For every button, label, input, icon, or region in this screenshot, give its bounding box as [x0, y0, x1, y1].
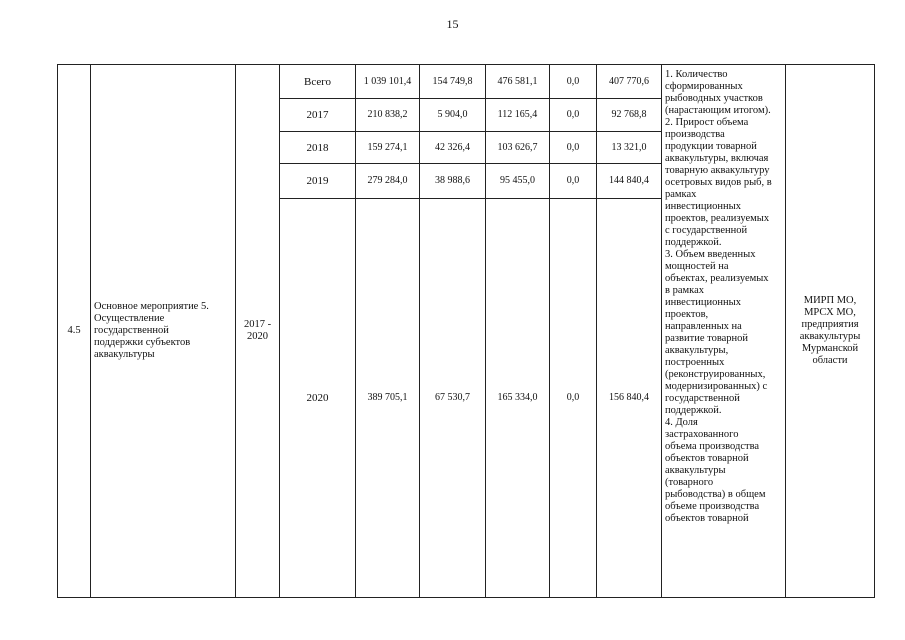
indicator-line: (реконструированных,	[665, 369, 766, 380]
value-cell: 38 988,6	[420, 164, 486, 199]
indicator-line: поддержкой.	[665, 405, 722, 416]
value-cell: 0,0	[550, 164, 597, 199]
year-cell: 2017	[280, 99, 356, 132]
row-number: 4.5	[58, 65, 91, 598]
executor-line: Мурманской	[801, 343, 859, 354]
value-cell: 95 455,0	[486, 164, 550, 199]
executor-line: МРСХ МО,	[804, 307, 856, 318]
executor-line: МИРП МО,	[803, 295, 857, 306]
indicator-line: 3. Объем введенных	[665, 249, 756, 260]
indicator-line: объема производства	[665, 441, 760, 452]
event-name-line: Основное мероприятие 5.	[94, 301, 209, 312]
indicator-line: осетровых видов рыб, в	[665, 177, 772, 188]
indicator-line: (товарного	[665, 477, 714, 488]
indicator-line: аквакультуры,	[665, 345, 729, 356]
year-cell: 2018	[280, 132, 356, 164]
event-name-line: государственной	[94, 325, 169, 336]
indicator-line: производства	[665, 129, 725, 140]
indicator-line: застрахованного	[665, 429, 739, 440]
table-row	[58, 65, 875, 99]
indicator-line: объектов товарной	[665, 513, 749, 524]
indicator-line: проектов, реализуемых	[665, 213, 770, 224]
indicator-line: государственной	[665, 393, 740, 404]
value-cell: 476 581,1	[486, 65, 550, 99]
implementation-period	[236, 65, 280, 598]
indicator-line: поддержкой.	[665, 237, 722, 248]
value-cell: 0,0	[550, 132, 597, 164]
period-line: 2020	[247, 331, 268, 342]
value-cell: 0,0	[550, 99, 597, 132]
year-cell: 2020	[280, 199, 356, 598]
value-cell: 389 705,1	[356, 199, 420, 598]
indicator-line: инвестиционных	[665, 201, 741, 212]
indicator-line: мощностей на	[665, 261, 729, 272]
program-table	[57, 64, 875, 598]
indicator-line: в рамках	[665, 285, 704, 296]
event-name-line: Осуществление	[94, 313, 165, 324]
indicator-line: товарную аквакультуру	[665, 165, 770, 176]
value-cell: 13 321,0	[597, 132, 662, 164]
indicator-line: направленных на	[665, 321, 742, 332]
indicator-line: объеме производства	[665, 501, 760, 512]
indicator-line: продукции товарной	[665, 141, 757, 152]
executor-line: предприятия	[801, 319, 859, 330]
value-cell: 1 039 101,4	[356, 65, 420, 99]
value-cell: 92 768,8	[597, 99, 662, 132]
indicator-line: аквакультуры	[665, 465, 726, 476]
indicators-text	[665, 69, 782, 593]
value-cell: 0,0	[550, 199, 597, 598]
value-cell: 165 334,0	[486, 199, 550, 598]
year-cell: 2019	[280, 164, 356, 199]
value-cell: 407 770,6	[597, 65, 662, 99]
indicator-line: объектов товарной	[665, 453, 749, 464]
indicator-line: 2. Прирост объема	[665, 117, 749, 128]
indicator-line: построенных	[665, 357, 725, 368]
value-cell: 0,0	[550, 65, 597, 99]
page-number: 15	[446, 17, 459, 31]
value-cell: 103 626,7	[486, 132, 550, 164]
indicator-line: 4. Доля	[665, 417, 698, 428]
indicator-line: развитие товарной	[665, 333, 749, 344]
value-cell: 210 838,2	[356, 99, 420, 132]
value-cell: 5 904,0	[420, 99, 486, 132]
event-name-line: аквакультуры	[94, 349, 155, 360]
indicator-line: инвестиционных	[665, 297, 741, 308]
executor-line: аквакультуры	[799, 331, 861, 342]
indicator-line: аквакультуры, включая	[665, 153, 769, 164]
indicator-line: модернизированных) с	[665, 381, 768, 392]
event-name-line: поддержки субъектов	[94, 337, 191, 348]
executors-cell	[786, 65, 875, 598]
indicator-line: рыбоводных участков	[665, 93, 763, 104]
indicator-line: рамках	[665, 189, 697, 200]
value-cell: 112 165,4	[486, 99, 550, 132]
value-cell: 67 530,7	[420, 199, 486, 598]
indicators-cell	[662, 65, 786, 598]
value-cell: 42 326,4	[420, 132, 486, 164]
executor-line: области	[812, 355, 848, 366]
indicator-line: с государственной	[665, 225, 748, 236]
indicator-line: проектов,	[665, 309, 709, 320]
indicator-line: 1. Количество	[665, 69, 728, 80]
indicator-line: (нарастающим итогом).	[665, 105, 771, 116]
value-cell: 159 274,1	[356, 132, 420, 164]
year-cell: Всего	[280, 65, 356, 99]
period-line: 2017 -	[243, 319, 272, 330]
value-cell: 156 840,4	[597, 199, 662, 598]
event-name	[91, 65, 236, 598]
indicator-line: рыбоводства) в общем	[665, 489, 766, 500]
value-cell: 154 749,8	[420, 65, 486, 99]
indicator-line: сформированных	[665, 81, 743, 92]
indicator-line: объектах, реализуемых	[665, 273, 769, 284]
value-cell: 144 840,4	[597, 164, 662, 199]
value-cell: 279 284,0	[356, 164, 420, 199]
